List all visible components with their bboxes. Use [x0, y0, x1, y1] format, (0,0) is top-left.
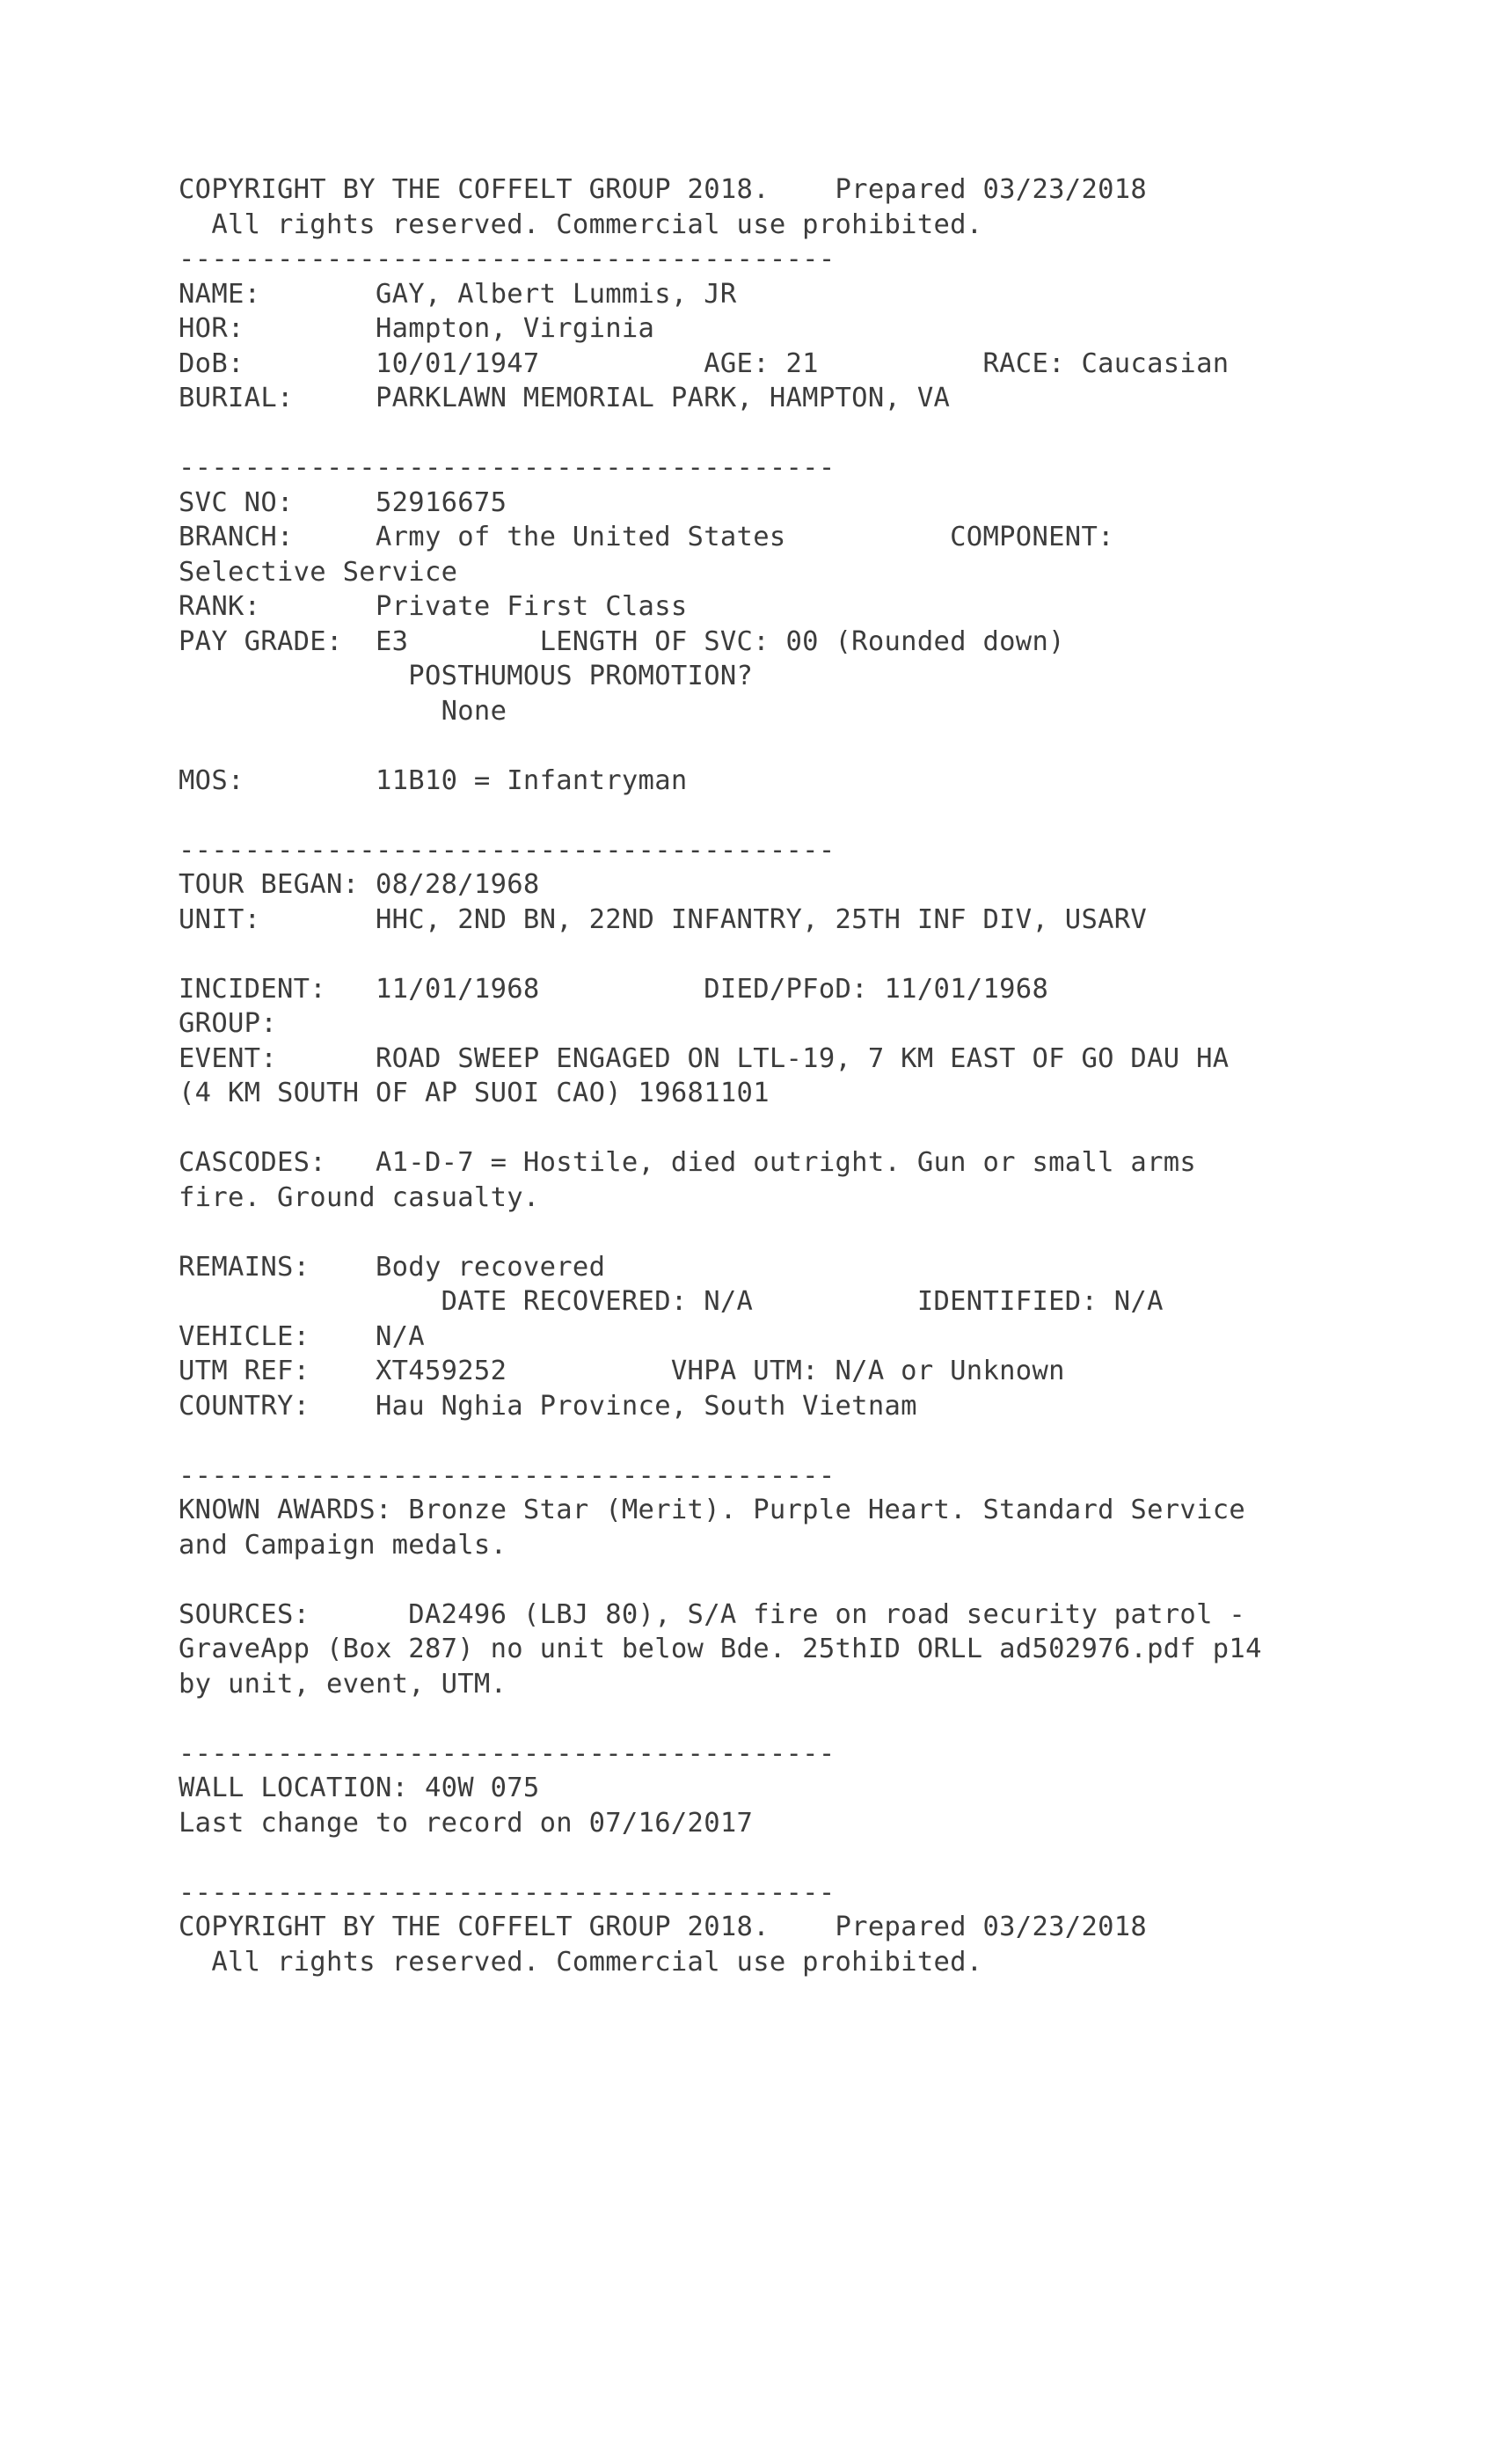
wall-location-line: WALL LOCATION: 40W 075 — [179, 1773, 540, 1803]
divider: ---------------------------------------- — [179, 452, 836, 483]
last-change-line: Last change to record on 07/16/2017 — [179, 1807, 754, 1839]
name-line: NAME: GAY, Albert Lummis, JR — [179, 278, 737, 310]
header-rights: All rights reserved. Commercial use prohibited. — [179, 208, 983, 240]
spacer — [179, 1701, 1339, 1736]
country-line: COUNTRY: Hau Nghia Province, South Vietnam — [179, 1390, 917, 1422]
known-awards-cont-line: and Campaign medals. — [179, 1529, 507, 1561]
spacer — [179, 728, 1339, 764]
spacer — [179, 937, 1339, 972]
cascodes-cont-line: fire. Ground casualty. — [179, 1181, 540, 1213]
divider: ---------------------------------------- — [179, 1737, 836, 1769]
spacer — [179, 1215, 1339, 1250]
event-line: EVENT: ROAD SWEEP ENGAGED ON LTL-19, 7 KM EAST OF GO DAU HA — [179, 1042, 1230, 1074]
sources-cont-line: GraveApp (Box 287) no unit below Bde. 25thID ORLL ad502976.pdf p14 — [179, 1634, 1262, 1664]
cascodes-line: CASCODES: A1-D-7 = Hostile, died outright. Gun or small arms — [179, 1147, 1197, 1178]
branch-line: BRANCH: Army of the United States COMPONENT: — [179, 522, 1114, 552]
spacer — [179, 1840, 1339, 1875]
incident-line: INCIDENT: 11/01/1968 DIED/PFoD: 11/01/1968 — [179, 973, 1049, 1005]
spacer — [179, 798, 1339, 833]
known-awards-line: KNOWN AWARDS: Bronze Star (Merit). Purple Heart. Standard Service — [179, 1495, 1246, 1525]
mos-line: MOS: 11B10 = Infantryman — [179, 764, 688, 796]
vehicle-line: VEHICLE: N/A — [179, 1320, 425, 1352]
spacer — [179, 1423, 1339, 1459]
pay-grade-line: PAY GRADE: E3 LENGTH OF SVC: 00 (Rounded down) — [179, 625, 1065, 657]
burial-line: BURIAL: PARKLAWN MEMORIAL PARK, HAMPTON, VA — [179, 383, 951, 413]
casualty-record-document — [179, 172, 1339, 1979]
divider: ---------------------------------------- — [179, 1459, 836, 1491]
hor-line: HOR: Hampton, Virginia — [179, 313, 655, 344]
spacer — [179, 1111, 1339, 1146]
sources-line: SOURCES: DA2496 (LBJ 80), S/A fire on road security patrol - — [179, 1598, 1246, 1630]
component-line: Selective Service — [179, 556, 458, 588]
posthumous-value-line: None — [179, 695, 507, 727]
divider: ---------------------------------------- — [179, 834, 836, 866]
spacer — [179, 1562, 1339, 1598]
dob-line: DoB: 10/01/1947 AGE: 21 RACE: Caucasian — [179, 347, 1230, 379]
header-copyright: COPYRIGHT BY THE COFFELT GROUP 2018. Prepared 03/23/2018 — [179, 174, 1148, 205]
sources-cont-line-2: by unit, event, UTM. — [179, 1668, 507, 1700]
remains-line: REMAINS: Body recovered — [179, 1251, 606, 1283]
footer-rights: All rights reserved. Commercial use prohibited. — [179, 1946, 983, 1978]
spacer — [179, 416, 1339, 451]
group-line: GROUP: — [179, 1008, 277, 1039]
unit-line: UNIT: HHC, 2ND BN, 22ND INFANTRY, 25TH INF DIV, USARV — [179, 903, 1148, 935]
posthumous-line: POSTHUMOUS PROMOTION? — [179, 661, 754, 691]
divider: ---------------------------------------- — [179, 1876, 836, 1908]
tour-began-line: TOUR BEGAN: 08/28/1968 — [179, 869, 540, 900]
event-cont-line: (4 KM SOUTH OF AP SUOI CAO) 19681101 — [179, 1078, 770, 1108]
footer-copyright: COPYRIGHT BY THE COFFELT GROUP 2018. Prepared 03/23/2018 — [179, 1912, 1148, 1942]
rank-line: RANK: Private First Class — [179, 591, 688, 622]
divider: ---------------------------------------- — [179, 244, 836, 274]
svc-no-line: SVC NO: 52916675 — [179, 486, 507, 518]
utm-line: UTM REF: XT459252 VHPA UTM: N/A or Unknown — [179, 1356, 1065, 1386]
recovered-line: DATE RECOVERED: N/A IDENTIFIED: N/A — [179, 1286, 1164, 1317]
